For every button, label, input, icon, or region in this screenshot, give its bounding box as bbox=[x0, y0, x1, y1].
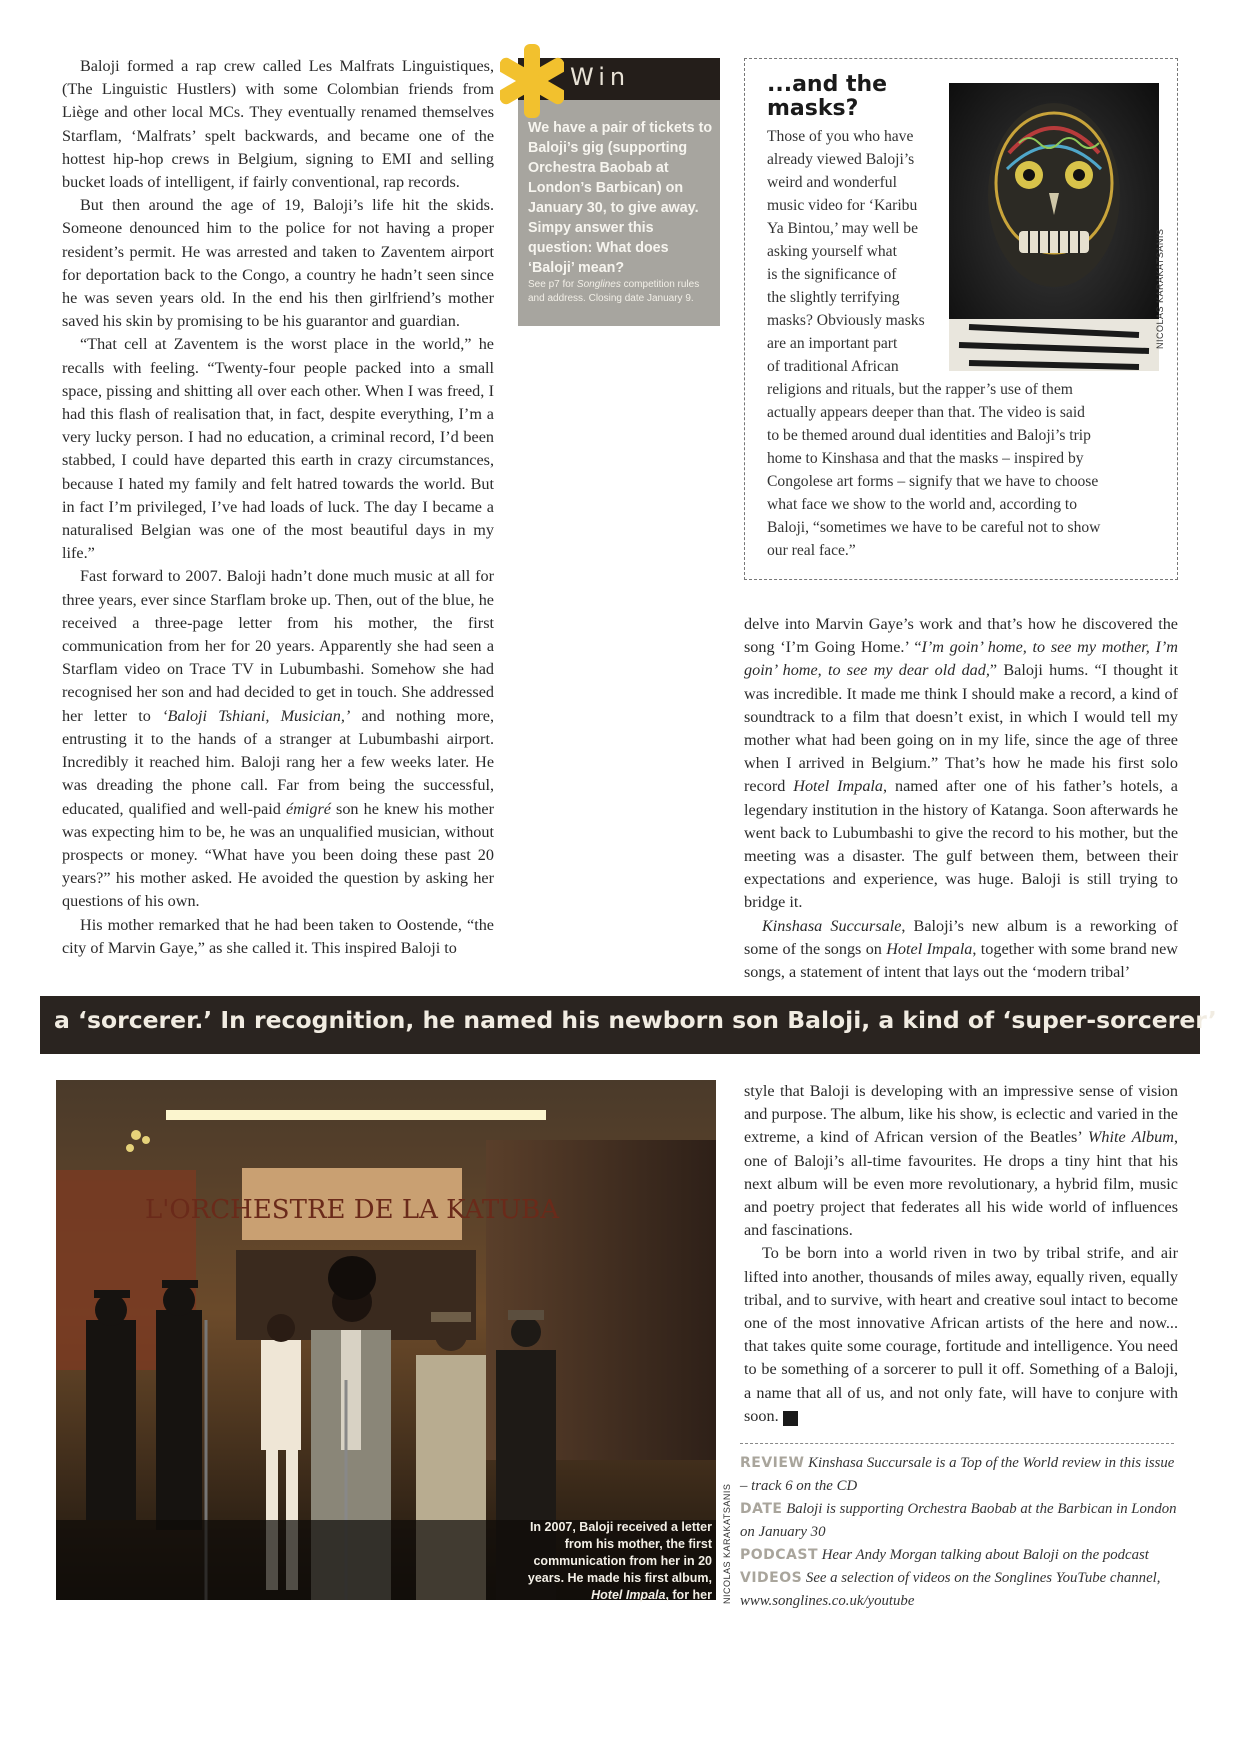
band-photo-credit: NICOLAS KARAKATSANIS bbox=[722, 1483, 732, 1604]
italic-run: Hotel Impala bbox=[793, 777, 884, 796]
right-column-upper bbox=[744, 613, 1178, 984]
date-text: Baloji is supporting Orchestra Baobab at the Barbican in London on January 30 bbox=[740, 1501, 1177, 1540]
masks-text-line: religions and rituals, but the rapper’s use of them bbox=[767, 381, 1073, 398]
right-paragraph-3 bbox=[744, 1080, 1178, 1242]
pull-quote-text: a ‘sorcerer.’ In recognition, he named his newborn son Baloji, a kind of ‘super-sorcerer’ bbox=[54, 1006, 1217, 1034]
masks-text-line: home to Kinshasa and that the masks – inspired by bbox=[767, 450, 1084, 467]
italic-run: Songlines bbox=[576, 279, 621, 290]
masks-text-line: is the significance of bbox=[767, 266, 897, 283]
review-text: Kinshasa Succursale is a Top of the World review in this issue – track 6 on the CD bbox=[740, 1455, 1175, 1494]
italic-run: Kinshasa Succursale bbox=[762, 916, 902, 935]
review-label: REVIEW bbox=[740, 1455, 805, 1471]
win-competition-box bbox=[518, 58, 720, 326]
left-paragraph-1: Baloji formed a rap crew called Les Malfrats Linguistiques, (The Linguistic Hustlers) with some Colombian friends from Liège and other local MCs. They eventually renamed themselves Starflam, ‘Malfrats’ spelt backwards, and became one of the hottest hip-hop crews in Belgium, signing to EMI and selling bucket loads of intelligent, if fairly conventional, rap records. bbox=[62, 57, 494, 192]
masks-title-line: masks? bbox=[767, 96, 859, 121]
text-run: , together with some brand new songs, a statement of intent that lays out the ‘modern tribal’ bbox=[744, 939, 1178, 982]
masks-text-line: masks? Obviously masks bbox=[767, 312, 925, 329]
review-item bbox=[740, 1452, 1180, 1498]
text-run: In 2007, Baloji received a letter from his mother, the first communication from her in 20 years. He made his first album, bbox=[527, 1520, 712, 1585]
text-run: , Baloji’s new album is a reworking of some of the songs on bbox=[744, 916, 1178, 958]
text-run: ” Baloji hums. “I thought it was incredible. It made me think I should make a record, a kind of soundtrack to a film that doesn’t exist, in which I would tell my mother what had been going on in my life, since the age of three when I arrived in Belgium.” That’s how he made his first solo record bbox=[744, 661, 1178, 796]
masks-text-line: are an important part bbox=[767, 335, 898, 352]
videos-text: See a selection of videos on the Songlines YouTube channel, www.songlines.co.uk/youtube bbox=[740, 1570, 1161, 1609]
podcast-text: Hear Andy Morgan talking about Baloji on the podcast bbox=[821, 1547, 1149, 1563]
left-paragraph-4 bbox=[62, 565, 494, 913]
songlines-end-icon: S bbox=[783, 1411, 798, 1426]
masks-text-wide bbox=[767, 378, 1167, 562]
masks-title bbox=[767, 73, 887, 121]
masks-text-line: weird and wonderful bbox=[767, 174, 897, 191]
italic-run: ‘Baloji Tshiani, Musician,’ bbox=[162, 706, 351, 725]
date-label: DATE bbox=[740, 1501, 783, 1517]
win-title: Win bbox=[570, 63, 631, 91]
text-run: , for her bbox=[665, 1588, 712, 1602]
italic-run: Hotel Impala bbox=[591, 1588, 666, 1602]
info-divider bbox=[740, 1443, 1174, 1444]
left-column bbox=[62, 55, 494, 960]
photo-caption bbox=[520, 1519, 712, 1604]
masks-text-line: music video for ‘Karibu bbox=[767, 197, 918, 214]
masks-sidebar-box bbox=[744, 58, 1178, 580]
text-run: style that Baloji is developing with an impressive sense of vision and purpose. The album, like his show, is eclectic and varied in the extreme, a kind of African version of the Beatles’ bbox=[744, 1082, 1178, 1147]
masks-text-line: Those of you who have bbox=[767, 128, 914, 145]
masks-text-line: Congolese art forms – signify that we have to choose bbox=[767, 473, 1099, 490]
text-run: delve into Marvin Gaye’s work and that’s how he discovered the song ‘I’m Going Home.’ “ bbox=[744, 615, 1178, 657]
right-paragraph-4 bbox=[744, 1242, 1178, 1428]
right-paragraph-2 bbox=[744, 915, 1178, 985]
text-run: To be born into a world riven in two by tribal strife, and air lifted into another, thousands of miles away, equally riven, equally tribal, and to survive, with heart and creative soul intact to become one of the most innovative African artists of the here and now... that takes quite some courage, fortitude and intelligence. You need to be something of a sorcerer to pull it off. Something of a Baloji, a name that all of us, and not only fate, will have to conjure with soon. bbox=[744, 1244, 1178, 1425]
masks-text-line: Ya Bintou,’ may well be bbox=[767, 220, 919, 237]
masks-text-line: of traditional African bbox=[767, 358, 899, 375]
masks-text-line: actually appears deeper than that. The video is said bbox=[767, 404, 1085, 421]
text-run: , one of Baloji’s all-time favourites. He drops a tiny hint that his next album will be even more revolutionary, a hybrid film, music and poetry project that federates all his wide world of influences and fascinations. bbox=[744, 1128, 1178, 1240]
text-run: Fast forward to 2007. Baloji hadn’t done much music at all for three years, ever since Starflam broke up. Then, out of the blue, he received a three-page letter from his mother, the first communication from her for 20 years. Apparently she had seen a Starflam video on Trace TV in Lubumbashi. Somehow she had recognised her son and had decided to get in touch. She addressed her letter to bbox=[62, 567, 494, 725]
club-sign-text: L'ORCHESTRE DE LA KATUBA bbox=[144, 1195, 560, 1225]
left-paragraph-2: But then around the age of 19, Baloji’s life hit the skids. Someone denounced him to the police for not having a proper resident’s permit. He was arrested and taken to Zaventem airport for deportation back to the Congo, a country he hadn’t seen since he was seven years old. In the end his then girlfriend’s mother saved his skin by promising to be his guarantor and guardian. bbox=[62, 196, 494, 331]
date-item bbox=[740, 1498, 1180, 1544]
italic-run: émigré bbox=[285, 799, 331, 818]
masks-title-line: ...and the bbox=[767, 72, 888, 97]
masks-text-line: Baloji, “sometimes we have to be careful not to show bbox=[767, 519, 1101, 536]
pull-quote-banner bbox=[40, 996, 1217, 1054]
masks-text-line: asking yourself what bbox=[767, 243, 897, 260]
italic-run: White Album bbox=[1087, 1128, 1174, 1147]
text-run: and nothing more, entrusting it to the hands of a stranger at Lubumbashi airport. Incredibly it reached him. Baloji rang her a few weeks later. He was dreading the phone call. Far from being the successful, educated, qualified and well-paid bbox=[62, 706, 494, 818]
videos-item bbox=[740, 1567, 1180, 1613]
right-column-lower bbox=[744, 1080, 1178, 1428]
text-run: competition rules and address. Closing date January 9. bbox=[528, 279, 700, 304]
masks-text-line: to be themed around dual identities and Baloji’s trip bbox=[767, 427, 1091, 444]
masks-text-line: what face we show to the world and, according to bbox=[767, 496, 1078, 513]
mask-photo-credit: NICOLAS KARAKATSANIS bbox=[1155, 228, 1165, 349]
masks-text-narrow bbox=[767, 125, 943, 378]
win-rules-text bbox=[528, 278, 714, 306]
mask-photo bbox=[949, 83, 1159, 371]
right-paragraph-1 bbox=[744, 613, 1178, 915]
left-paragraph-3: “That cell at Zaventem is the worst place in the world,” he recalls with feeling. “Twenty-four people packed into a small space, pissing and shitting all over each other. When I was freed, I had this flash of realisation that, in fact, despite everything, I’m a very lucky person. I had no education, a criminal record, I’d been stabbed, I could have departed this earth in crazy circumstances, because I hated my family and felt hatred towards the world. But in fact I’m privileged, I’ve had loads of luck. The day I became a naturalised Belgian was one of the most beautiful days in my life.” bbox=[62, 335, 494, 563]
masks-text-line: already viewed Baloji’s bbox=[767, 151, 915, 168]
text-run: son he knew his mother was expecting him to be, he was an unqualified musician, without prospects or money. “What have you been doing these past 20 years?” his mother asked. He avoided the question by asking her questions of his own. bbox=[62, 799, 494, 911]
italic-run: I’m goin’ home, to see my mother, I’m goin’ home, to see my dear old dad, bbox=[744, 638, 1178, 680]
info-block bbox=[740, 1452, 1180, 1613]
left-paragraph-5: His mother remarked that he had been taken to Oostende, “the city of Marvin Gaye,” as she called it. This inspired Baloji to bbox=[62, 915, 494, 957]
videos-label: VIDEOS bbox=[740, 1570, 803, 1586]
podcast-label: PODCAST bbox=[740, 1547, 819, 1563]
win-question-text: We have a pair of tickets to Baloji’s gig (supporting Orchestra Baobab at London’s Barbican) on January 30, to give away. Simpy answer this question: What does ‘Baloji’ mean? bbox=[528, 120, 713, 276]
text-run: , named after one of his father’s hotels, a legendary institution in the history of Katanga. Soon afterwards he went back to Lubumbashi to give the record to his mother, but the meeting was a disaster. The gulf between them, between their expectations and experience, was huge. Baloji is still trying to bridge it. bbox=[744, 777, 1178, 912]
masks-text-line: our real face.” bbox=[767, 542, 856, 559]
asterisk-star-icon bbox=[500, 42, 564, 120]
italic-run: Hotel Impala bbox=[886, 939, 973, 958]
text-run: See p7 for bbox=[528, 279, 577, 290]
masks-text-line: the slightly terrifying bbox=[767, 289, 900, 306]
podcast-item bbox=[740, 1544, 1180, 1567]
